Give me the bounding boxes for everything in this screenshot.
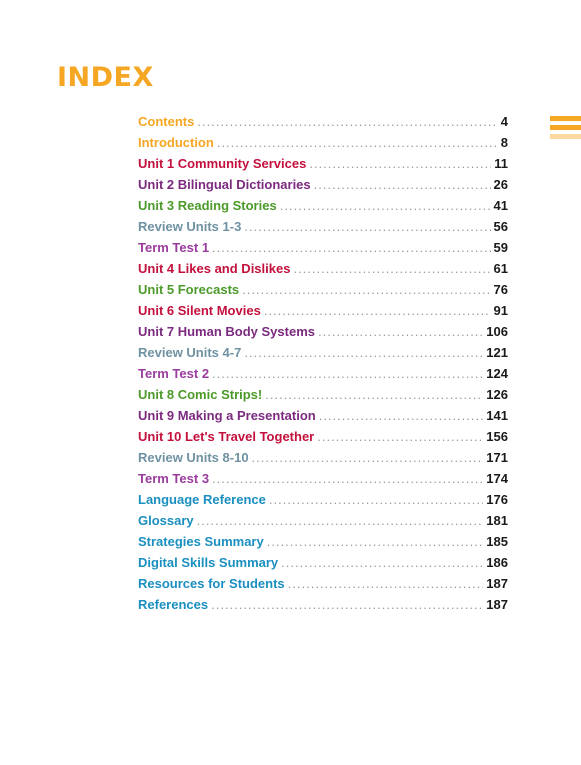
page-title: INDEX xyxy=(57,62,154,93)
index-entry-page: 185 xyxy=(486,534,508,549)
index-entry-label: Resources for Students xyxy=(138,576,285,591)
dot-leader xyxy=(281,555,483,570)
index-entry[interactable] xyxy=(138,492,508,513)
section-tab-marks xyxy=(550,116,581,143)
index-entry[interactable] xyxy=(138,597,508,618)
index-entry-page: 156 xyxy=(486,429,508,444)
dot-leader xyxy=(264,303,491,318)
dot-leader xyxy=(319,408,484,423)
index-entry-page: 76 xyxy=(493,282,508,297)
index-entry-label: Term Test 3 xyxy=(138,471,210,486)
index-entry-page: 141 xyxy=(486,408,508,423)
index-entry[interactable] xyxy=(138,450,508,471)
index-entry-label: Term Test 1 xyxy=(138,240,210,255)
index-entry-page: 26 xyxy=(493,177,508,192)
index-entry-page: 11 xyxy=(494,156,508,171)
dot-leader xyxy=(217,135,498,150)
index-entry-page: 41 xyxy=(493,198,508,213)
index-entry[interactable] xyxy=(138,576,508,597)
index-entry-label: Unit 5 Forecasts xyxy=(138,282,240,297)
dot-leader xyxy=(212,240,490,255)
index-entry-page: 8 xyxy=(500,135,508,150)
index-entry[interactable] xyxy=(138,324,508,345)
index-entry-page: 174 xyxy=(486,471,508,486)
index-entry-page: 187 xyxy=(486,576,508,591)
index-entry-page: 181 xyxy=(486,513,508,528)
index-entry[interactable] xyxy=(138,408,508,429)
index-entry-label: Term Test 2 xyxy=(138,366,210,381)
tab-mark-bar xyxy=(550,116,581,121)
index-entry-page: 56 xyxy=(493,219,508,234)
dot-leader xyxy=(242,282,490,297)
dot-leader xyxy=(197,513,484,528)
index-entry-label: Review Units 8-10 xyxy=(138,450,249,465)
index-entry-label: Digital Skills Summary xyxy=(138,555,279,570)
dot-leader xyxy=(212,471,483,486)
index-entry-page: 61 xyxy=(493,261,508,276)
index-entry-label: Review Units 1-3 xyxy=(138,219,242,234)
index-entry[interactable] xyxy=(138,387,508,408)
index-entry[interactable] xyxy=(138,345,508,366)
index-entry-label: Language Reference xyxy=(138,492,266,507)
index-entry-page: 121 xyxy=(486,345,508,360)
dot-leader xyxy=(197,114,497,129)
index-entry[interactable] xyxy=(138,471,508,492)
index-entry-label: Introduction xyxy=(138,135,214,150)
index-entry[interactable] xyxy=(138,534,508,555)
index-entry[interactable] xyxy=(138,261,508,282)
index-entry[interactable] xyxy=(138,366,508,387)
index-entry[interactable] xyxy=(138,114,508,135)
index-entry-page: 186 xyxy=(486,555,508,570)
index-entry[interactable] xyxy=(138,219,508,240)
dot-leader xyxy=(280,198,491,213)
index-entry[interactable] xyxy=(138,513,508,534)
index-entry-label: Contents xyxy=(138,114,195,129)
index-entry[interactable] xyxy=(138,555,508,576)
index-entry-page: 4 xyxy=(500,114,508,129)
index-entry-page: 59 xyxy=(493,240,508,255)
index-entry-label: Unit 7 Human Body Systems xyxy=(138,324,315,339)
dot-leader xyxy=(293,261,490,276)
dot-leader xyxy=(309,156,491,171)
tab-mark-bar xyxy=(550,125,581,130)
index-entry-page: 124 xyxy=(486,366,508,381)
index-entry-page: 176 xyxy=(486,492,508,507)
dot-leader xyxy=(317,429,483,444)
index-entry-label: Unit 9 Making a Presentation xyxy=(138,408,316,423)
index-entry-label: Strategies Summary xyxy=(138,534,264,549)
index-entry[interactable] xyxy=(138,135,508,156)
index-entry-label: Review Units 4-7 xyxy=(138,345,242,360)
index-list xyxy=(138,114,508,618)
index-entry-page: 91 xyxy=(493,303,508,318)
index-entry[interactable] xyxy=(138,429,508,450)
index-entry-label: References xyxy=(138,597,209,612)
index-entry-label: Unit 10 Let's Travel Together xyxy=(138,429,315,444)
dot-leader xyxy=(211,597,483,612)
dot-leader xyxy=(318,324,483,339)
dot-leader xyxy=(314,177,491,192)
dot-leader xyxy=(212,366,483,381)
dot-leader xyxy=(267,534,484,549)
dot-leader xyxy=(265,387,483,402)
dot-leader xyxy=(269,492,483,507)
index-entry[interactable] xyxy=(138,303,508,324)
index-entry-label: Unit 2 Bilingual Dictionaries xyxy=(138,177,311,192)
index-entry-label: Unit 6 Silent Movies xyxy=(138,303,261,318)
index-entry-label: Unit 8 Comic Strips! xyxy=(138,387,263,402)
index-entry-page: 171 xyxy=(486,450,508,465)
index-entry[interactable] xyxy=(138,156,508,177)
index-entry-label: Glossary xyxy=(138,513,194,528)
index-entry-page: 106 xyxy=(486,324,508,339)
index-entry-page: 187 xyxy=(486,597,508,612)
dot-leader xyxy=(244,219,490,234)
index-entry-label: Unit 3 Reading Stories xyxy=(138,198,277,213)
dot-leader xyxy=(288,576,484,591)
index-entry[interactable] xyxy=(138,282,508,303)
index-entry-label: Unit 4 Likes and Dislikes xyxy=(138,261,291,276)
tab-mark-bar xyxy=(550,134,581,139)
index-entry-page: 126 xyxy=(486,387,508,402)
index-entry-label: Unit 1 Community Services xyxy=(138,156,307,171)
dot-leader xyxy=(252,450,484,465)
index-entry[interactable] xyxy=(138,177,508,198)
index-entry[interactable] xyxy=(138,240,508,261)
dot-leader xyxy=(244,345,483,360)
index-entry[interactable] xyxy=(138,198,508,219)
